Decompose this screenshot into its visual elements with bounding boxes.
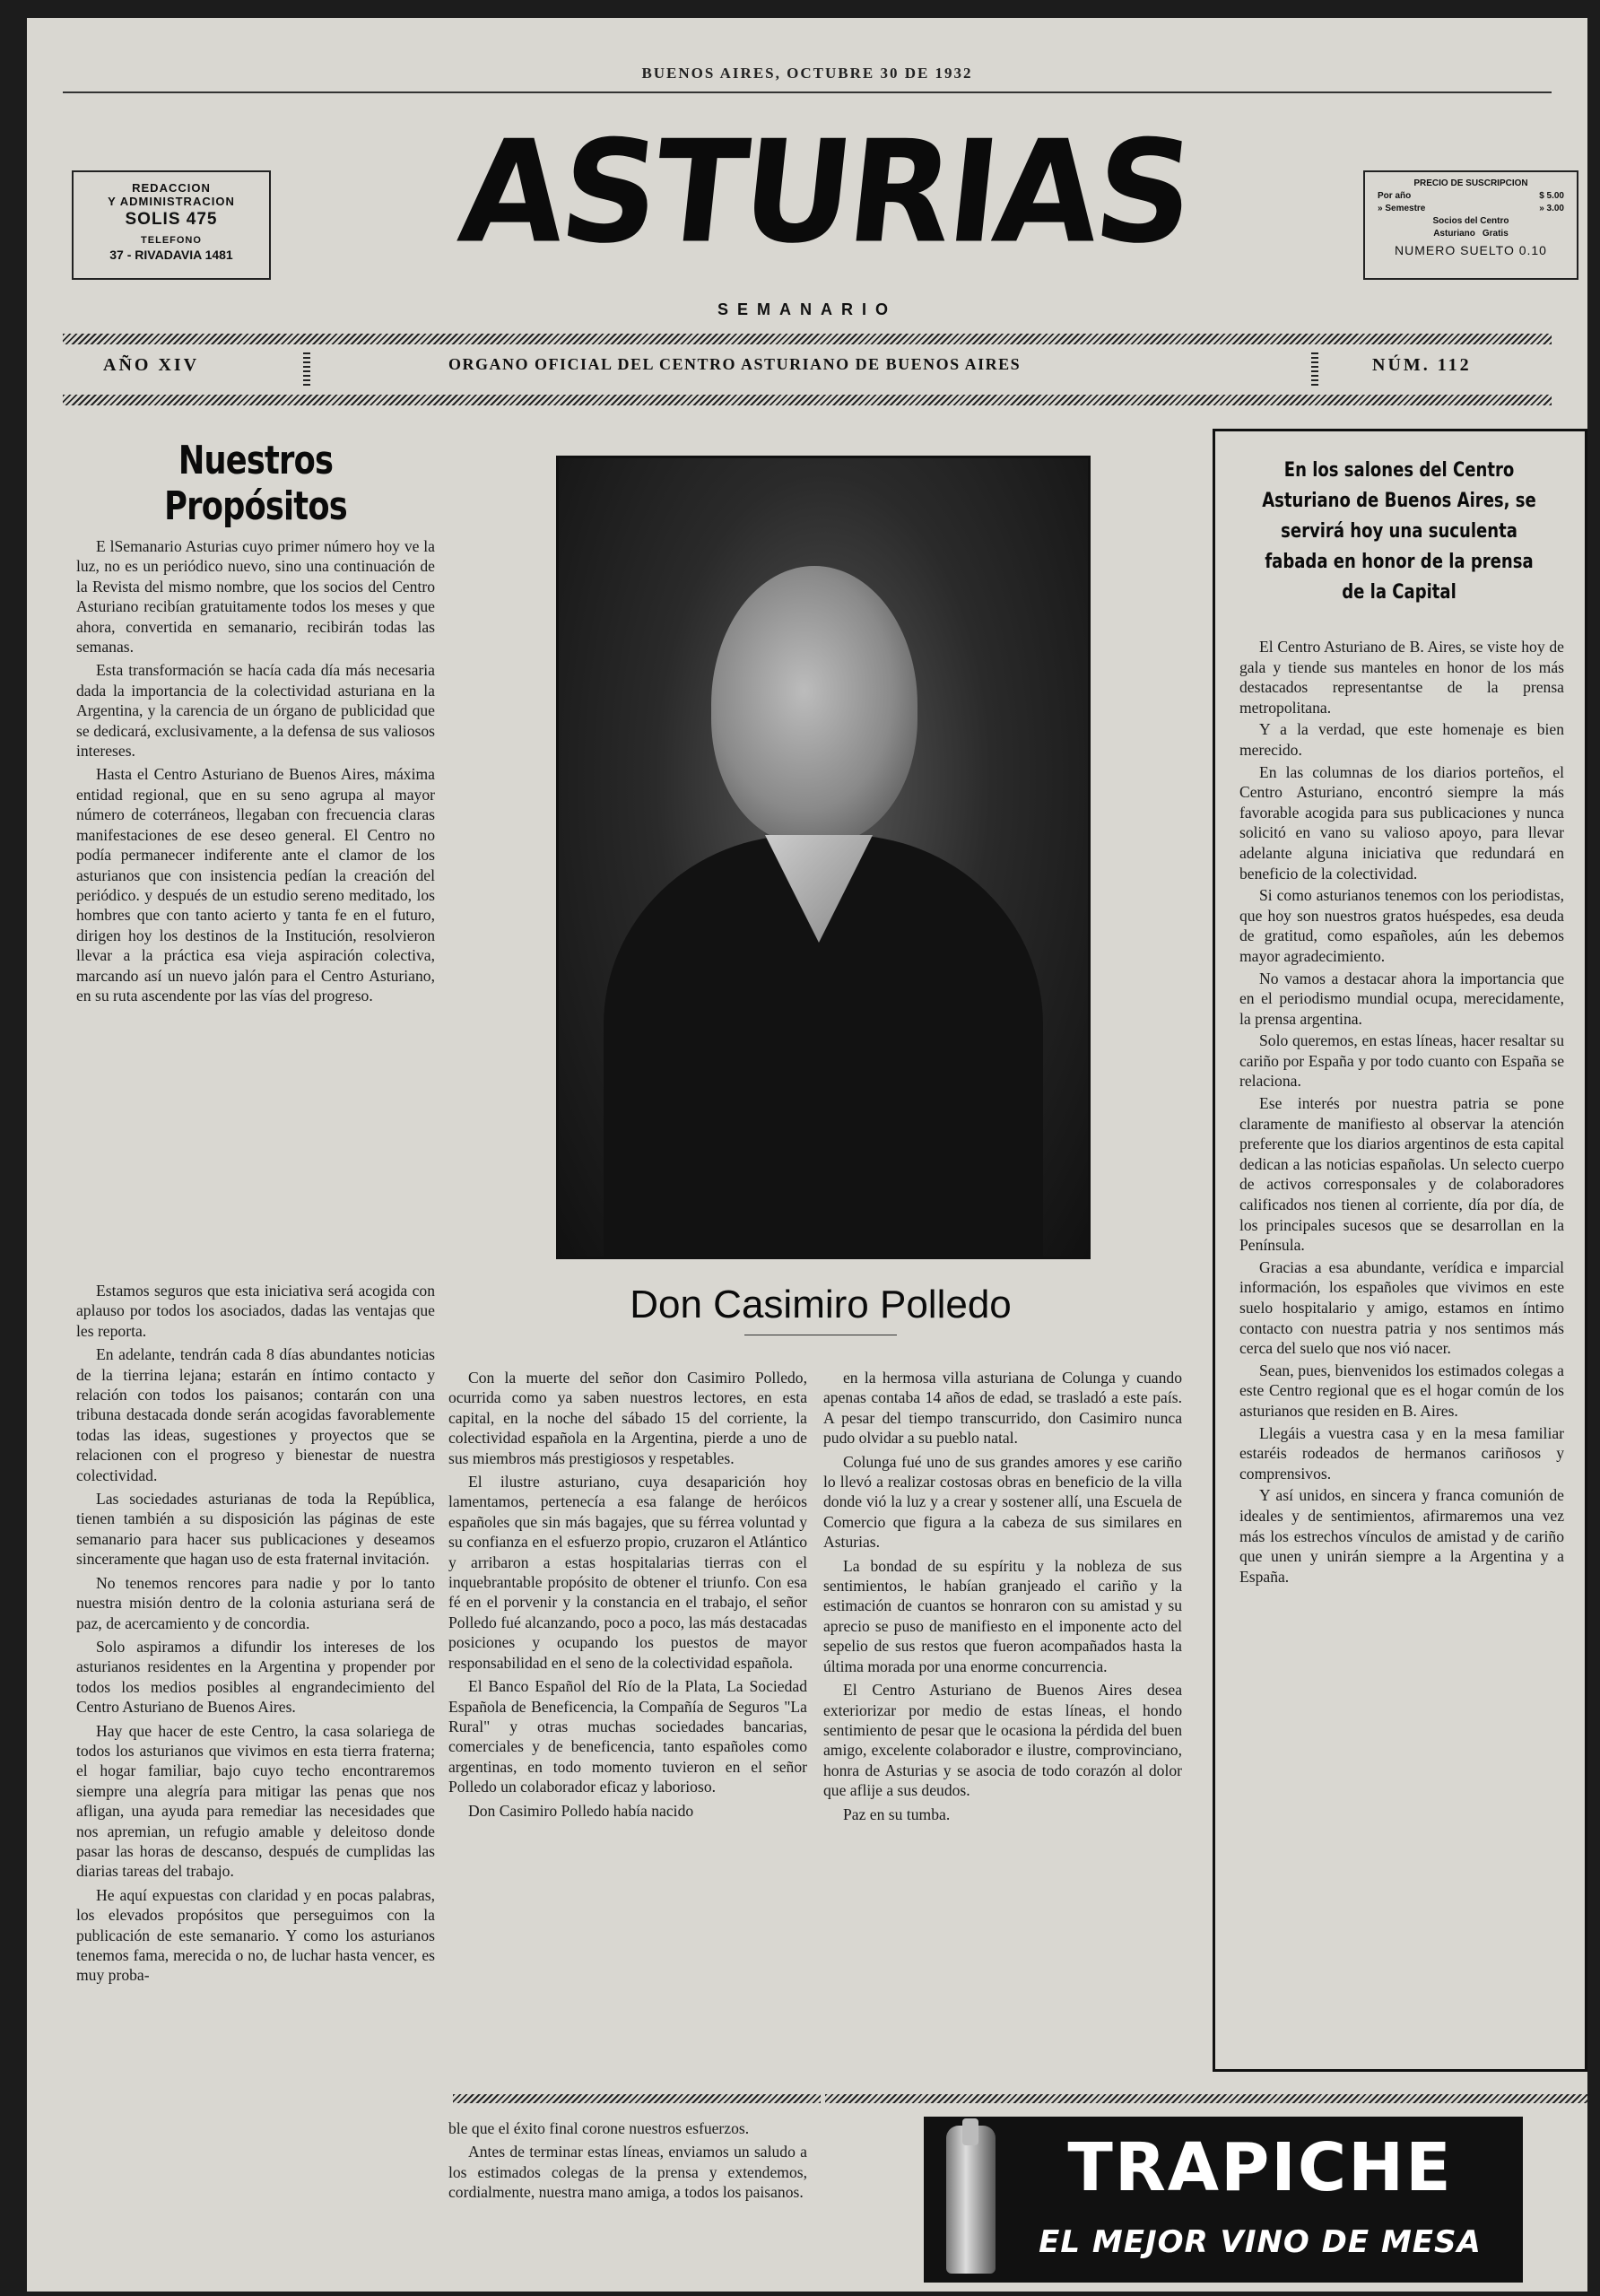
price-row (1365, 203, 1577, 215)
paragraph: en la hermosa villa asturiana de Colunga y cuando apenas contaba 14 años de edad, se trasladó a este país. A pesar del tiempo transcurrido, don Casimiro nunca pudo olvidar a su pueblo natal. (823, 1369, 1182, 1448)
paragraph: Hay que hacer de este Centro, la casa solariega de todos los asturianos que vivimos en esta tierra fraterna; el hogar familiar, bajo cuyo techo encontraremos siempre una alegría para mitigar las penas que nos afligan, una ayuda para remediar las necesidades que nos apremian, un refugio amable y deleitoso donde pasar las horas de descanso, después de cumplidas las diarias tareas del trabajo. (76, 1721, 435, 1881)
box-line-2: Y ADMINISTRACION (108, 195, 235, 208)
price-value: $ 5.00 (1539, 191, 1564, 201)
paragraph: En las columnas de los diarios porteños, el Centro Asturiano, encontró siempre la más favorable acogida para sus publicaciones y nunca solicitó en vano su valioso apoyo, para llevar adelante alguna iniciativa que redundará en beneficio de la colectividad. (1239, 762, 1564, 883)
subscription-box (1363, 170, 1578, 280)
masthead-subtitle: SEMANARIO (717, 300, 897, 318)
left-article-column-bottom (76, 1281, 435, 1989)
paragraph: Solo aspiramos a difundir los intereses de los asturianos residentes en la Argentina y propender por todos los medios posibles al engrandecimiento del Centro Asturiano de Buenos Aires. (76, 1637, 435, 1717)
paragraph: Sean, pues, bienvenidos los estimados colegas a este Centro regional que es el hogar común de los asturianos que residen en B. Aires. (1239, 1361, 1564, 1420)
paragraph: Si como asturianos tenemos con los periodistas, que hoy son nuestros gratos huéspedes, esa deuda de gratitud, como españoles, aún les debemos mayor agradecimiento. (1239, 886, 1564, 965)
editorial-address-box (72, 170, 271, 280)
ornamental-divider (303, 350, 310, 386)
ad-slogan: EL MEJOR VINO DE MESA (1039, 2224, 1482, 2260)
ornamental-band (63, 334, 1552, 344)
price-value: » 3.00 (1539, 204, 1564, 213)
paragraph: En adelante, tendrán cada 8 días abundantes noticias de la tierrina lejana; estarán en íntimo contacto y relación con todos los paisanos; contarán con una tribuna destacada donde serán acogidas favorablemente todas las ideas, sugestiones y proyectos que se relacionen con el progreso y bienestar de nuestra colectividad. (76, 1345, 435, 1484)
price-row (1365, 228, 1577, 240)
paragraph: Y así unidos, en sincera y franca comunión de ideales y de sentimientos, afirmaremos una vez más los estrechos vínculos de amistad y de cariño que unen y unirán siempre a la Argentina y a España. (1239, 1486, 1564, 1586)
top-rule (63, 91, 1552, 93)
price-label: Socios del Centro (1432, 216, 1509, 226)
telephone-label: TELEFONO (141, 235, 202, 246)
price-row (1365, 190, 1577, 203)
portrait-face (711, 566, 917, 844)
paragraph: El Banco Español del Río de la Plata, La Sociedad Española de Beneficencia, la Compañía de Seguros "La Rural" y otras muchas sociedades bancarias, comerciales y de beneficencia, tanto españoles como argentinas, en todo momento tuvieron en el señor Polledo un colaborador eficaz y laborioso. (448, 1677, 807, 1796)
paragraph: Con la muerte del señor don Casimiro Polledo, ocurrida como ya saben nuestros lectores, en esta capital, en la noche del sábado 15 del corriente, la colectividad española en la Argentina, pierde a uno de sus miembros más prestigiosos y respetables. (448, 1369, 807, 1467)
price-label: » Semestre (1378, 204, 1426, 213)
paragraph: E lSemanario Asturias cuyo primer número hoy ve la luz, no es un periódico nuevo, sino una continuación de la Revista del mismo nombre, que los socios del Centro Asturiano recibían gratuitamente todos los meses y que ahora, convertida en semanario, recibirán todas las semanas. (76, 537, 435, 657)
paragraph: Paz en su tumba. (843, 1805, 951, 1823)
wine-bottle-icon (946, 2126, 996, 2274)
paragraph: Las sociedades asturianas de toda la República, tienen también a su disposición las páginas de este semanario para hacer sus publicaciones y deseamos sinceramente que hagan uso de esta fraternal invitación. (76, 1490, 435, 1569)
paragraph: Antes de terminar estas líneas, enviamos un saludo a los estimados colegas de la prensa y extendemos, cordialmente, nuestra mano amiga, a todos los paisanos. (448, 2143, 807, 2202)
paragraph: Llegáis a vuestra casa y en la mesa familiar estaréis rodeados de hermanos cariñosos y comprensivos. (1239, 1423, 1564, 1483)
telephone-number: 37 - RIVADAVIA 1481 (109, 248, 233, 262)
paragraph: La bondad de su espíritu y la nobleza de sus sentimientos, le habían granjeado el cariño y la estimación de cuantos se honraron con su amistad y su aprecio se puso de manifiesto en el imponente acto del sepelio de sus restos que fueron acompañados hasta la última morada por una enorme concurrencia. (823, 1556, 1182, 1675)
address: SOLIS 475 (125, 210, 218, 229)
paragraph: El Centro Asturiano de Buenos Aires desea exteriorizar por medio de estas líneas, el hondo sentimiento de pesar que le ocasiona la pérdida del buen amigo, excelente colaborador e ilustre, comprovinciano, honra de Asturias y se asocia de todo corazón al dolor que aflije a sus deudos. (823, 1681, 1182, 1800)
box-line-1: REDACCION (132, 181, 211, 195)
paragraph: Gracias a esa abundante, verídica e imparcial información, los españoles que vivimos en este suelo hospitalario y amigo, estamos en íntimo contacto con nuestra patria y nos sentimos más cerca del suelo que nos vió nacer. (1239, 1257, 1564, 1358)
obituary-column-1 (448, 1368, 807, 1824)
paragraph: No vamos a destacar ahora la importancia que en el periodismo mundial ocupa, merecidamente, la prensa argentina. (1239, 969, 1564, 1028)
left-article-continuation (448, 2118, 807, 2206)
ornamental-divider (1311, 350, 1318, 386)
paragraph: Don Casimiro Polledo había nacido (468, 1801, 694, 1820)
paragraph: Ese interés por nuestra patria se pone claramente de manifiesto al observar la atención preferente que los diarios argentinos de esta capital dedican a las noticias españolas. Un selecto cuerpo de activos corresponsales y de colaboradores calificados nos tienen al corriente, día por día, de los principales sucesos que se desarrollan en la Península. (1239, 1094, 1564, 1255)
portrait-caption: Don Casimiro Polledo (630, 1283, 1012, 1326)
issue-number: NÚM. 112 (1372, 355, 1472, 375)
paragraph: ble que el éxito final corone nuestros esfuerzos. (448, 2119, 750, 2137)
official-organ-line: ORGANO OFICIAL DEL CENTRO ASTURIANO DE BUENOS AIRES (448, 355, 1022, 373)
left-article-title: Nuestros Propósitos (164, 438, 347, 529)
masthead-title: ASTURIAS (452, 110, 1198, 275)
paragraph: El ilustre asturiano, cuya desaparición hoy lamentamos, pertenecía a esa falange de heróicos españoles que sin más bagajes, que su férrea voluntad y su confianza en el esfuerzo propio, cruzaron el Atlántico y arribaron a estas hospitalarias tierras con el inquebrantable propósito de obtener el triunfo. Con esa fé en el porvenir y la constancia en el trabajo, el señor Polledo fué alcanzando, poco a poco, las más destacadas posiciones y ocupando los puestos de mayor responsabilidad en el seno de la colectividad española. (448, 1473, 807, 1672)
sidebar-text (1239, 637, 1564, 1588)
sidebar-headline: En los salones del Centro Asturiano de Buenos Aires, se servirá hoy una suculenta fabada en honor de la prensa de la Capital (1262, 459, 1536, 604)
paragraph: Solo queremos, en estas líneas, hacer resaltar su cariño por España y por todo cuanto con España se relaciona. (1239, 1031, 1564, 1091)
paragraph: Colunga fué uno de sus grandes amores y ese cariño lo llevó a realizar costosas obras en beneficio de la villa donde vió la luz y a crear y sostener allí, una Escuela de Comercio que figura a la cabeza de sus similares en Asturias. (823, 1452, 1182, 1552)
volume-year: AÑO XIV (103, 355, 200, 375)
left-article-column-top (76, 536, 435, 1009)
ornamental-band (63, 395, 1552, 405)
price-value: Gratis (1482, 229, 1509, 239)
paragraph: El Centro Asturiano de B. Aires, se viste hoy de gala y tiende sus manteles en honor de los más destacados representantse de la prensa metropolitana. (1239, 638, 1564, 717)
portrait-photo (556, 456, 1091, 1259)
price-label: Por año (1378, 191, 1412, 201)
single-copy-price: NUMERO SUELTO 0.10 (1395, 243, 1547, 257)
paragraph: Estamos seguros que esta iniciativa será acogida con aplauso por todos los asociados, dadas las ventajas que les reporta. (76, 1282, 435, 1340)
obituary-column-2 (823, 1368, 1182, 1828)
price-row (1365, 215, 1577, 228)
ad-brand: TRAPICHE (1067, 2129, 1453, 2206)
price-label: Asturiano (1433, 229, 1475, 239)
paragraph: Esta transformación se hacía cada día más necesaria dada la importancia de la colectividad asturiana en la Argentina, y la carencia de un órgano de publicidad que se dedicará, exclusivamente, a la defensa de sus valiosos intereses. (76, 661, 435, 761)
ornamental-band (453, 2094, 821, 2103)
ornamental-band (825, 2094, 1587, 2103)
paragraph: Y a la verdad, que este homenaje es bien merecido. (1239, 720, 1564, 759)
dateline: BUENOS AIRES, OCTUBRE 30 DE 1932 (641, 65, 973, 82)
paragraph: He aquí expuestas con claridad y en pocas palabras, los elevados propósitos que perseguimos con la publicación de este semanario. Y como los asturianos tenemos fama, merecida o no, de luchar hasta vencer, es muy proba- (76, 1885, 435, 1985)
newspaper-page (27, 18, 1587, 2292)
paragraph: Hasta el Centro Asturiano de Buenos Aires, máxima entidad regional, que en su seno agrupa al mayor número de coterráneos, llegaban con frecuencia claras manifestaciones de ese deseo general. El Centro no podía permanecer indiferente ante el clamor de los asturianos que con insistencia pedían la creación del periódico. y después de un estudio sereno meditado, los hombres que con tanto acierto y tanta fe en el futuro, dirigen hoy los destinos de la Institución, resolvieron llevar a la práctica esa vieja aspiración colectiva, marcando así un nuevo jalón para el Centro Asturiano, en su ruta ascendente por las vías del progreso. (76, 765, 435, 1004)
trapiche-advertisement (924, 2117, 1523, 2283)
paragraph: No tenemos rencores para nadie y por lo tanto nuestra misión dentro de la colonia asturiana será de paz, de acercamiento y de concordia. (76, 1573, 435, 1632)
subscription-head: PRECIO DE SUSCRIPCION (1413, 178, 1528, 188)
